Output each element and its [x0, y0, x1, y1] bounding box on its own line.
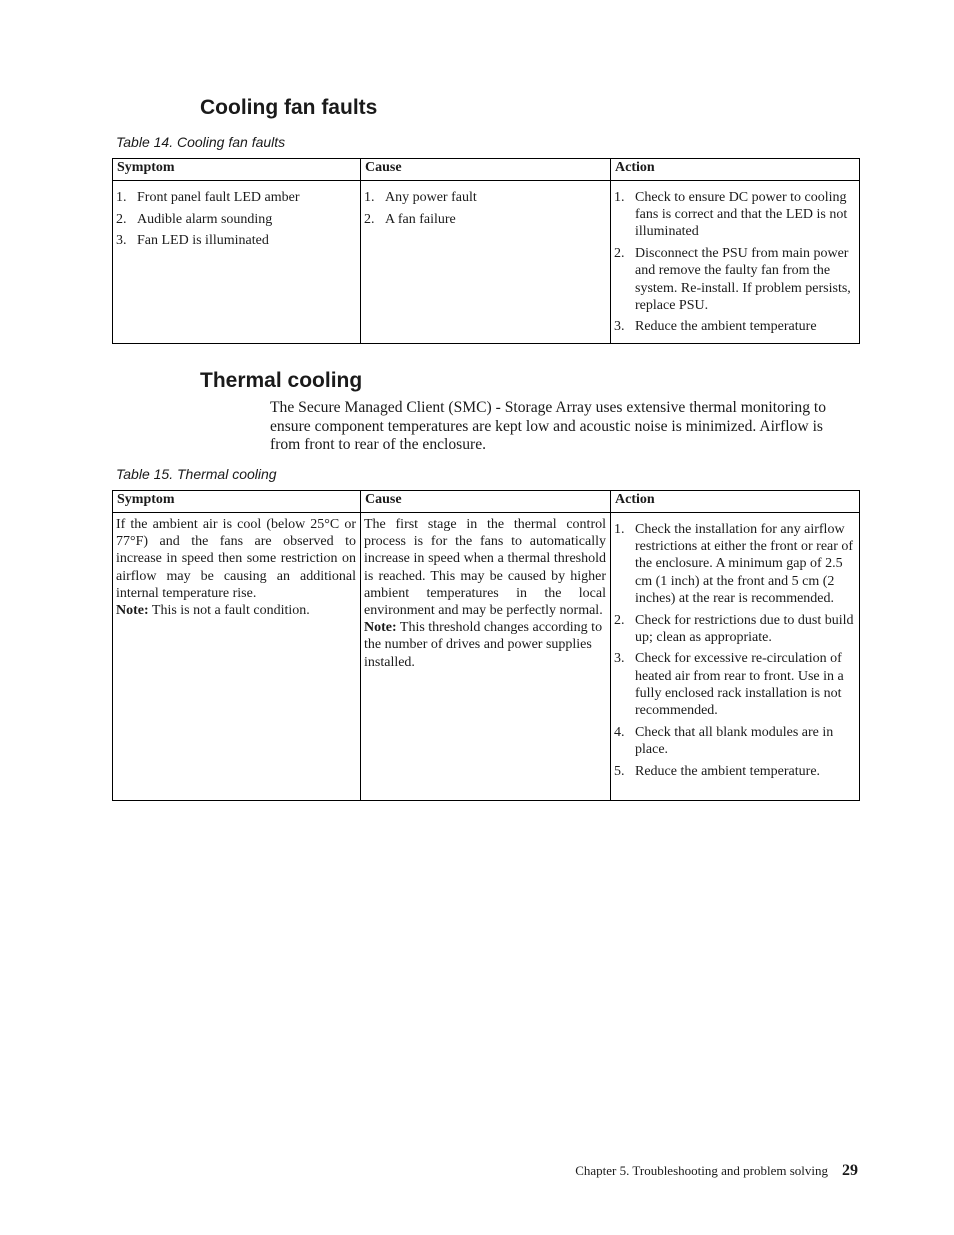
- symptom-note: [116, 602, 356, 619]
- thermal-cooling-table: [112, 490, 860, 801]
- list-item: 2. Check for restrictions due to dust build up; clean as appropriate.: [614, 612, 854, 645]
- table-header-row: [113, 491, 860, 513]
- column-header-cause: Cause: [361, 159, 611, 181]
- list-item: 3. Reduce the ambient temperature: [614, 319, 817, 335]
- note-label: Note:: [364, 620, 397, 636]
- column-header-action: Action: [611, 491, 860, 513]
- table-row: [113, 513, 860, 801]
- intro-paragraph: The Secure Managed Client (SMC) - Storage Array uses extensive thermal monitoring to ensure component temperatures are kept low and acoustic noise is minimized. Airflow is from front to rear of the enclosure.: [270, 399, 827, 453]
- table-header-row: [113, 159, 860, 181]
- note-label: Note:: [116, 603, 149, 619]
- symptom-cell: [113, 181, 361, 344]
- page-number: 29: [842, 1162, 858, 1179]
- list-item: 1. Front panel fault LED amber: [116, 190, 300, 205]
- list-item: 1. Check the installation for any airflow restrictions at either the front or rear of the enclosure. A minimum gap of 2.5 cm (1 inch) at the front and 5 cm (2 inches) at the rear is recommended.: [614, 522, 854, 606]
- note-text: This threshold changes according to the number of drives and power supplies installed.: [364, 620, 603, 670]
- list-item: 1. Any power fault: [364, 190, 477, 205]
- action-cell: [611, 513, 860, 801]
- action-list: [614, 521, 855, 780]
- list-item: 3. Fan LED is illuminated: [116, 233, 269, 249]
- cause-list: [364, 189, 606, 228]
- list-item: 2. Audible alarm sounding: [116, 211, 273, 227]
- cause-cell: [361, 181, 611, 344]
- cooling-fan-faults-table: [112, 158, 860, 344]
- column-header-cause: Cause: [361, 491, 611, 513]
- action-cell: [611, 181, 860, 344]
- list-item: 2. A fan failure: [364, 211, 456, 227]
- symptom-cell: [113, 513, 361, 801]
- note-text: This is not a fault condition.: [151, 603, 310, 619]
- column-header-symptom: Symptom: [113, 491, 361, 513]
- action-list: [614, 189, 855, 336]
- symptom-list: [116, 189, 356, 250]
- cause-text: The first stage in the thermal control process is for the fans to automatically increase in speed when a thermal threshold is reached. This may be caused by higher ambient temperatures in the local environment and may be perfectly normal.: [364, 517, 606, 619]
- table-caption: Table 15. Thermal cooling: [116, 466, 277, 482]
- chapter-title: Chapter 5. Troubleshooting and problem solving: [575, 1163, 828, 1178]
- table-caption: Table 14. Cooling fan faults: [116, 134, 286, 150]
- page-footer: [575, 1162, 858, 1180]
- symptom-text: If the ambient air is cool (below 25°C or 77°F) and the fans are observed to increase in speed then some restriction on airflow may be causing an additional internal temperature rise.: [116, 517, 356, 601]
- section-heading-cooling-fan-faults: Cooling fan faults: [200, 96, 378, 119]
- list-item: 4. Check that all blank modules are in place.: [614, 724, 834, 757]
- table-row: [113, 181, 860, 344]
- list-item: 3. Check for excessive re-circulation of heated air from rear to front. Use in a fully enclosed rack installation is not recommended.: [614, 651, 844, 719]
- list-item: 5. Reduce the ambient temperature.: [614, 763, 821, 779]
- cause-note: [364, 619, 606, 671]
- list-item: 1. Check to ensure DC power to cooling fans is correct and that the LED is not illuminated: [614, 190, 848, 240]
- column-header-action: Action: [611, 159, 860, 181]
- section-heading-thermal-cooling: Thermal cooling: [200, 369, 363, 392]
- list-item: 2. Disconnect the PSU from main power and remove the faulty fan from the system. Re-install. If problem persists, replace PSU.: [614, 246, 851, 313]
- column-header-symptom: Symptom: [113, 159, 361, 181]
- cause-cell: [361, 513, 611, 801]
